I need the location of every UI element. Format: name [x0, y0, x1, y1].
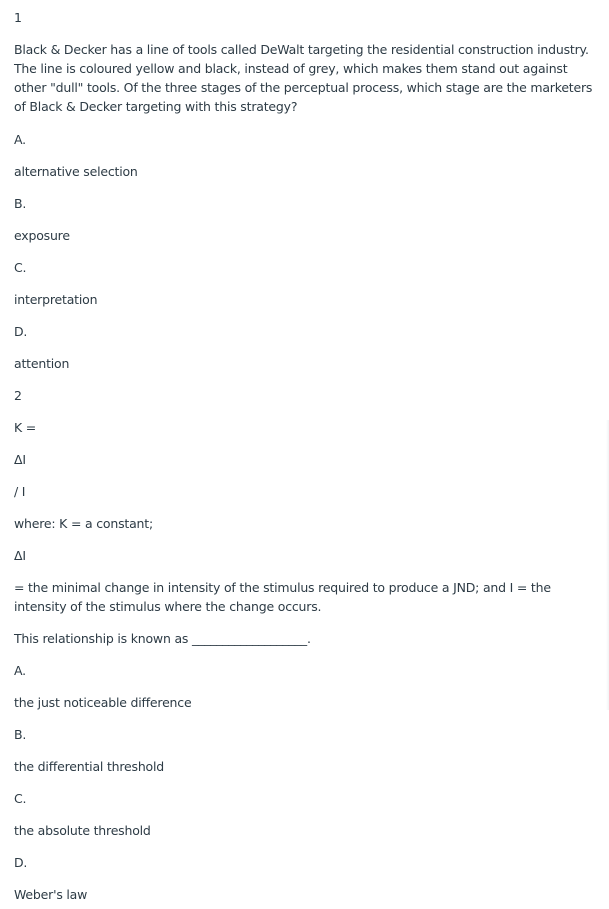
question-2-number: 2 [14, 388, 22, 403]
q2-option-a-text[interactable]: the just noticeable difference [14, 695, 192, 710]
formula-delta-i-2: ΔI [14, 548, 26, 563]
q2-option-b-text[interactable]: the differential threshold [14, 759, 165, 774]
formula-over-i: / I [14, 484, 26, 499]
q1-option-a-letter: A. [14, 132, 26, 147]
formula-delta-i: ΔI [14, 452, 26, 467]
q1-option-b-letter: B. [14, 196, 27, 211]
question-1-text: Black & Decker has a line of tools called DeWalt targeting the residential construction industry. The line is coloured yellow and black, instead of grey, which makes them stand out against other "dull" tools. Of the three stages of the perceptual process, which stage are the marketers of Black & Decker targeting with this strategy? [14, 42, 593, 114]
q2-option-c-letter: C. [14, 791, 27, 806]
formula-definition: = the minimal change in intensity of the stimulus required to produce a JND; and I = the intensity of the stimulus where the change occurs. [14, 580, 551, 614]
formula-lhs: K = [14, 420, 37, 435]
q1-option-c-letter: C. [14, 260, 27, 275]
q1-option-a-text[interactable]: alternative selection [14, 164, 138, 179]
q2-option-b-letter: B. [14, 727, 27, 742]
q1-option-b-text[interactable]: exposure [14, 228, 70, 243]
q1-option-c-text[interactable]: interpretation [14, 292, 98, 307]
q2-option-a-letter: A. [14, 663, 26, 678]
q1-option-d-letter: D. [14, 324, 28, 339]
question-1-number: 1 [14, 10, 22, 25]
q1-option-d-text[interactable]: attention [14, 356, 70, 371]
q2-option-c-text[interactable]: the absolute threshold [14, 823, 151, 838]
formula-where: where: K = a constant; [14, 516, 153, 531]
question-2-prompt: This relationship is known as ___________________. [14, 631, 311, 646]
q2-option-d-text[interactable]: Weber's law [14, 887, 88, 902]
q2-option-d-letter: D. [14, 855, 28, 870]
